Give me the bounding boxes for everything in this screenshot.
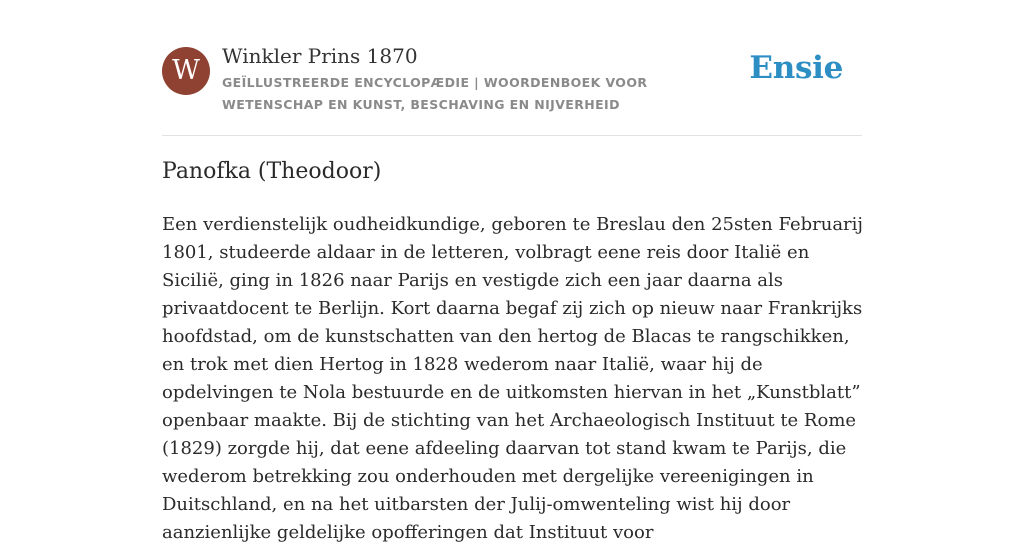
- source-subtitle: GEÏLLUSTREERDE ENCYCLOPÆDIE | WOORDENBOEK VOOR WETENSCHAP EN KUNST, BESCHAVING EN NIJVERHEID: [222, 75, 648, 112]
- entry-body-text: Een verdienstelijk oudheidkundige, geboren te Breslau den 25sten Februarij 1801, studeerde aldaar in de letteren, volbragt eene reis door Italië en Sicilië, ging in 1826 naar Parijs en vestigde zich een jaar daarna als privaatdocent te Berlijn. Kort daarna begaf zij zich op nieuw naar Frankrijks hoofdstad, om de kunstschatten van den hertog de Blacas te rangschikken, en trok met dien Hertog in 1828 wederom naar Italië, waar hij de opdelvingen te Nola bestuurde en de uitkomsten hiervan in het „Kunstblatt” openbaar maakte. Bij de stichting van het Archaeologisch Instituut te Rome (1829) zorgde hij, dat eene afdeeling daarvan tot stand kwam te Parijs, die wederom betrekking zou onderhouden met dergelijke vereenigingen in Duitschland, en na het uitbarsten der Julij-omwenteling wist hij door aanzienlijke geldelijke opofferingen dat Instituut voor: [162, 214, 863, 543]
- source-title-link[interactable]: Winkler Prins 1870: [222, 44, 418, 68]
- header-divider: [162, 135, 862, 136]
- source-header: [162, 40, 862, 135]
- source-avatar[interactable]: W: [162, 47, 210, 95]
- ensie-logo[interactable]: Ensie: [749, 50, 843, 86]
- entry-title: Panofka (Theodoor): [162, 159, 382, 184]
